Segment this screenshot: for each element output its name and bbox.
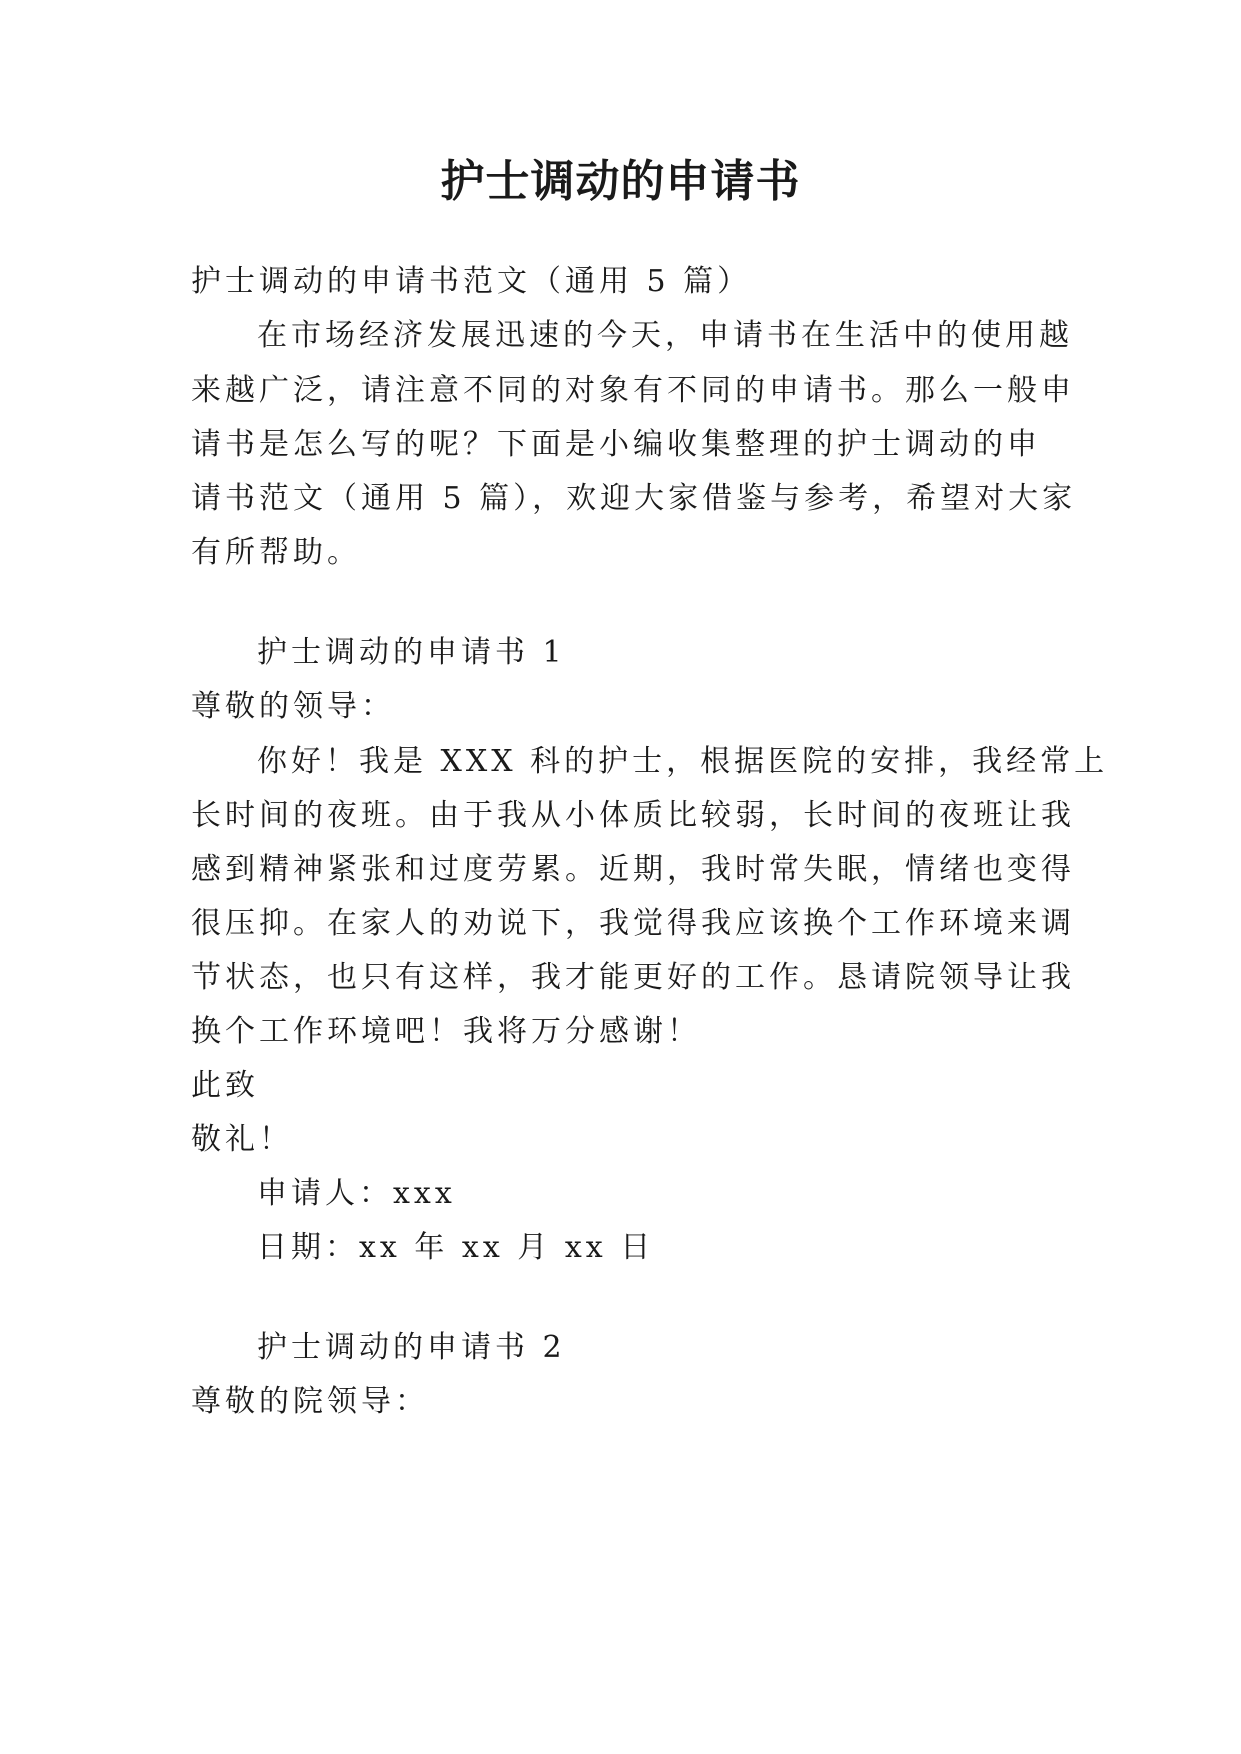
letter1-closing-2: 敬礼！ — [191, 1122, 293, 1157]
letter1-body-line-3: 感到精神紧张和过度劳累。近期，我时常失眠，情绪也变得 — [191, 852, 1075, 887]
letter1-body-line-1: 你好！我是 XXX 科的护士，根据医院的安排，我经常上 — [257, 744, 1109, 779]
letter1-body-line-4: 很压抑。在家人的劝说下，我觉得我应该换个工作环境来调 — [191, 906, 1075, 941]
letter1-heading: 护士调动的申请书 1 — [257, 635, 566, 670]
letter1-closing-1: 此致 — [191, 1068, 259, 1103]
intro-line-3: 请书是怎么写的呢？下面是小编收集整理的护士调动的申 — [191, 427, 1041, 462]
letter2-salutation: 尊敬的院领导： — [191, 1384, 429, 1419]
intro-line-2: 来越广泛，请注意不同的对象有不同的申请书。那么一般申 — [191, 373, 1075, 408]
subtitle: 护士调动的申请书范文（通用 5 篇） — [191, 264, 752, 299]
intro-line-1: 在市场经济发展迅速的今天，申请书在生活中的使用越 — [257, 318, 1073, 353]
letter2-heading: 护士调动的申请书 2 — [257, 1330, 566, 1365]
intro-line-5: 有所帮助。 — [191, 535, 361, 570]
letter1-body-line-6: 换个工作环境吧！我将万分感谢！ — [191, 1014, 701, 1049]
letter1-applicant: 申请人：xxx — [257, 1176, 456, 1211]
letter1-body-line-5: 节状态，也只有这样，我才能更好的工作。恳请院领导让我 — [191, 960, 1075, 995]
letter1-body-line-2: 长时间的夜班。由于我从小体质比较弱，长时间的夜班让我 — [191, 798, 1075, 833]
letter1-date: 日期：xx 年 xx 月 xx 日 — [257, 1230, 655, 1265]
letter1-salutation: 尊敬的领导： — [191, 689, 395, 724]
intro-line-4: 请书范文（通用 5 篇），欢迎大家借鉴与参考，希望对大家 — [191, 481, 1077, 516]
document-title: 护士调动的申请书 — [440, 156, 801, 207]
